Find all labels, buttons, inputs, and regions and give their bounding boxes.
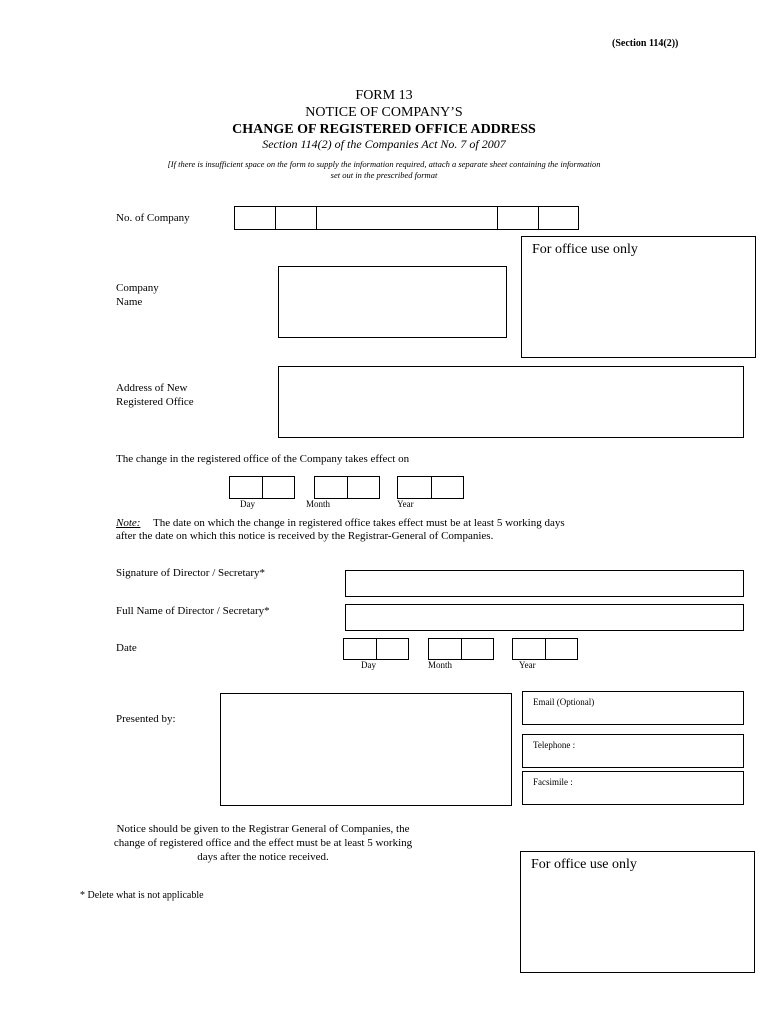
signed-year-input[interactable] (512, 638, 578, 660)
form-title-line2: CHANGE OF REGISTERED OFFICE ADDRESS (232, 122, 536, 137)
company-name-input[interactable] (278, 266, 507, 338)
instruction-line1: [If there is insufficient space on the form to supply the information required, attach a separate sheet containing the information (167, 159, 601, 169)
email-input[interactable] (522, 691, 744, 725)
form-title-line1: NOTICE OF COMPANY’S (305, 105, 463, 120)
form-subtitle: Section 114(2) of the Companies Act No. 7 of 2007 (262, 137, 506, 151)
effect-year-input[interactable] (397, 476, 464, 499)
section-reference: (Section 114(2)) (612, 38, 679, 49)
date-label: Date (116, 642, 137, 654)
telephone-label: Telephone : (533, 740, 576, 750)
office-use-label-bottom: For office use only (531, 857, 637, 872)
signed-day-label: Day (361, 660, 376, 670)
effect-date-sentence: The change in the registered office of the Company takes effect on (116, 453, 410, 465)
note-text-line2: after the date on which this notice is received by the Registrar-General of Companies. (116, 530, 494, 542)
digit-divider (275, 207, 276, 229)
full-name-input[interactable] (345, 604, 744, 631)
company-name-label-line1: Company (116, 282, 159, 294)
digit-divider (461, 639, 462, 659)
facsimile-input[interactable] (522, 771, 744, 805)
effect-month-input[interactable] (314, 476, 380, 499)
digit-divider (347, 477, 348, 498)
note-text-line1: The date on which the change in registered office takes effect must be at least 5 working days (153, 517, 565, 529)
footer-notice-line1: Notice should be given to the Registrar General of Companies, the (116, 823, 410, 835)
signed-month-label: Month (428, 660, 453, 670)
note-label: Note: (116, 517, 141, 529)
presented-by-input[interactable] (220, 693, 512, 806)
form-number: FORM 13 (355, 88, 413, 103)
footer-notice-line3: days after the notice received. (197, 851, 329, 863)
digit-divider (538, 207, 539, 229)
effect-day-input[interactable] (229, 476, 295, 499)
signed-year-label: Year (519, 660, 536, 670)
signed-day-input[interactable] (343, 638, 409, 660)
office-use-box-bottom (520, 851, 755, 973)
company-name-label-line2: Name (116, 296, 143, 308)
company-number-label: No. of Company (116, 212, 190, 224)
address-label-line1: Address of New (116, 382, 188, 394)
effect-year-label: Year (397, 499, 414, 509)
signature-label: Signature of Director / Secretary* (116, 567, 266, 579)
signature-input[interactable] (345, 570, 744, 597)
effect-month-label: Month (306, 499, 331, 509)
full-name-label: Full Name of Director / Secretary* (116, 605, 270, 617)
effect-day-label: Day (240, 499, 255, 509)
facsimile-label: Facsimile : (533, 777, 573, 787)
office-use-label-top: For office use only (532, 242, 638, 257)
digit-divider (431, 477, 432, 498)
footer-notice-line2: change of registered office and the effect must be at least 5 working (113, 837, 413, 849)
company-number-input[interactable] (234, 206, 579, 230)
office-use-box-top (521, 236, 756, 358)
new-address-input[interactable] (278, 366, 744, 438)
signed-month-input[interactable] (428, 638, 494, 660)
presented-by-label: Presented by: (116, 713, 176, 725)
telephone-input[interactable] (522, 734, 744, 768)
digit-divider (376, 639, 377, 659)
digit-divider (316, 207, 317, 229)
digit-divider (497, 207, 498, 229)
digit-divider (545, 639, 546, 659)
instruction-line2: set out in the prescribed format (330, 170, 438, 180)
delete-note: * Delete what is not applicable (80, 890, 204, 901)
email-label: Email (Optional) (533, 697, 595, 707)
digit-divider (262, 477, 263, 498)
address-label-line2: Registered Office (116, 396, 194, 408)
